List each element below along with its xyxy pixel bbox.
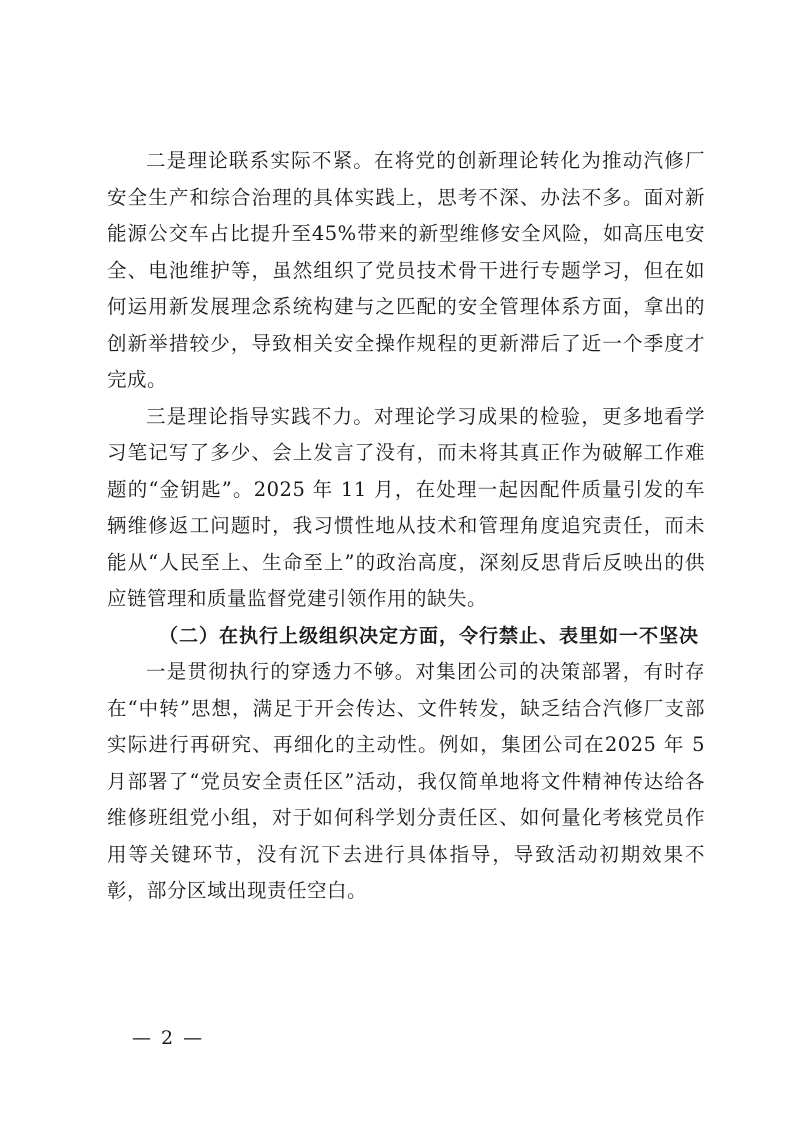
page-number: — 2 — <box>132 1027 205 1049</box>
paragraph-text: 贯彻执行的穿透力不够。对集团公司的决策部署，有时存在“中转”思想，满足于开会传达、文件转发，缺乏结合汽修厂支部实际进行再研究、再细化的主动性。例如，集团公司在2025 年 5 月部署了“党员安全责任区”活动，我仅简单地将文件精神传达给各维修班组党小组，对于如何科学划分责任区、如何量化考核党员作用等关键环节，没有沉下去进行具体指导，导致活动初期效果不彰，部分区域出现责任空白。 <box>107 660 705 902</box>
document-body <box>107 143 705 910</box>
paragraph-text: 理论指导实践不力。对理论学习成果的检验，更多地看学习笔记写了多少、会上发言了没有，而未将其真正作为破解工作难题的“金钥匙”。2025 年 11 月，在处理一起因配件质量引发的车辆维修返工问题时，我习惯性地从技术和管理角度追究责任，而未能从“人民至上、生命至上”的政治高度，深刻反思背后反映出的供应链管理和质量监督党建引领作用的缺失。 <box>107 404 705 610</box>
paragraph-execution-penetration <box>107 654 705 910</box>
paragraph-theory-practice-link <box>107 143 705 399</box>
paragraph-lead: 一是 <box>146 660 188 683</box>
paragraph-lead: 二是 <box>146 149 188 172</box>
paragraph-theory-guidance <box>107 399 705 618</box>
paragraph-lead: 三是 <box>146 404 188 428</box>
paragraph-text: 理论联系实际不紧。在将党的创新理论转化为推动汽修厂安全生产和综合治理的具体实践上，思考不深、办法不多。面对新能源公交车占比提升至45%带来的新型维修安全风险，如高压电安全、电池维护等，虽然组织了党员技术骨干进行专题学习，但在如何运用新发展理念系统构建与之匹配的安全管理体系方面，拿出的创新举措较少，导致相关安全操作规程的更新滞后了近一个季度才完成。 <box>107 149 705 391</box>
section-heading: （二）在执行上级组织决定方面，令行禁止、表里如一不坚决 <box>159 624 700 647</box>
